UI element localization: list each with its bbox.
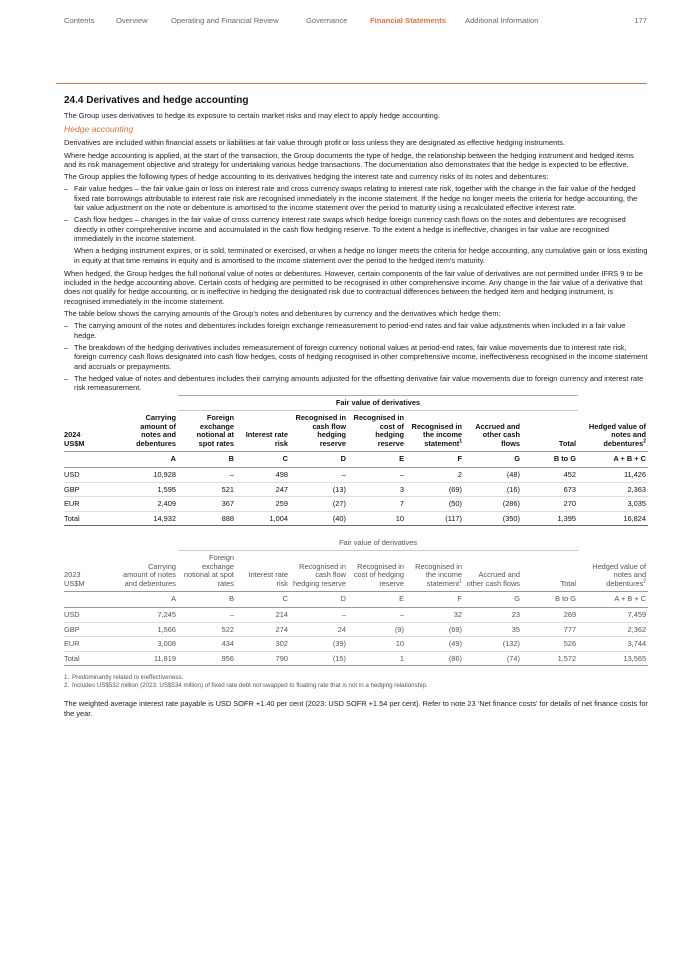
paragraph: When hedged, the Group hedges the full notional value of notes or debentures. However, certain components of the fair value of derivatives are not permitted under IFRS 9 to be included in the hedge accounting above. Certain costs of hedging are permitted to be recognised in other comprehensive income. Any change in the fair value of a derivative that does not qualify for hedge accounting, or is ineffective in hedging the designated risk due to contractual differences between the hedged item and hedging instrument, is recognised immediately in the income statement. [64,268,643,306]
column-letter: B [178,592,236,608]
fair-value-group-header: Fair value of derivatives [178,396,578,411]
column-header: Carrying amount of notes and debentures [136,413,176,448]
paragraph: The table below shows the carrying amounts of the Group’s notes and debentures by currency and the derivatives which hedge them: [64,309,501,319]
derivatives-table-2024 [64,395,648,526]
table-row: USD 10,928 – 498 – – 2 (48) 452 11,426 [64,467,648,482]
section-title: 24.4 Derivatives and hedge accounting [64,95,249,106]
page-number: 177 [634,16,647,25]
column-header: Recognised in cash flow hedging reserve [295,413,346,448]
column-letter: B to G [522,452,578,468]
column-letter: A [120,452,178,468]
column-header: Interest rate risk [248,570,288,588]
nav-operating-financial-review[interactable]: Operating and Financial Review [171,16,279,25]
column-header: Total [558,438,576,448]
table-row: USD 7,245 – 214 – – 32 23 269 7,459 [64,607,648,622]
paragraph: Where hedge accounting is applied, at the start of the transaction, the Group documents the type of hedge, the relationship between the hedging instrument and hedged items and its risk management objective and strategy for undertaking various hedge transactions. The documentation also demonstrates that the hedge is expected to be effective. [64,150,634,169]
fair-value-group-header: Fair value of derivatives [178,536,578,550]
top-navigation [64,16,647,30]
table-notes-list [64,321,648,392]
year-unit-header: 2024 US$M [64,430,85,448]
footnotes [64,674,648,690]
column-letter: C [236,592,290,608]
column-header: Accrued and other cash flows [466,570,520,588]
list-item: – The breakdown of the hedging derivatives includes remeasurement of foreign currency notional values at period-end rates, fair value movements due to interest rate risk, foreign currency cash flows designated into cash flow hedges, costs of hedging recognised in other comprehensive income, ineffectiveness recognised in the income statement and accruals or prepayments. [64,343,648,371]
footnote: 1. Predominantly related to ineffectiveness. [64,674,184,682]
column-header: Total [560,578,577,588]
nav-financial-statements[interactable]: Financial Statements [370,16,446,25]
column-header: Recognised in the income statement$^1$ [411,421,462,448]
list-item: – Fair value hedges – the fair value gain or loss on interest rate and cross currency swaps relating to interest rate risk, together with the change in the fair value of the hedged fixed rate borrowings attributable to interest rate risk are recognised immediately in the income statement. If the hedge no longer meets the criteria for hedge accounting, the fair value adjustment on the note or debenture is amortised to the income statement over the period to maturity using a recalculated effective interest rate. [64,184,648,212]
table-row: GBP 1,595 521 247 (13) 3 (69) (16) 673 2,363 [64,482,648,497]
column-letter: D [290,592,348,608]
list-item: – The hedged value of notes and debentures includes their carrying amounts adjusted for the offsetting derivative fair value movements due to foreign currency and interest rate risk remeasurement. [64,374,648,393]
column-header: Foreign exchange notional at spot rates [183,552,234,588]
hedge-accounting-heading: Hedge accounting [64,124,134,135]
table-total-row: Total 14,932 888 1,004 (40) 10 (117) (350) 1,395 16,824 [64,511,648,526]
list-item: – The carrying amount of the notes and debentures includes foreign exchange remeasurement to period-end rates and fair value adjustments when included in a fair value hedge. [64,321,648,340]
column-header: Interest rate risk [245,430,288,448]
table-row: EUR 3,008 434 302 (39) 10 (49) (132) 526 3,744 [64,637,648,652]
column-letters-row [64,592,648,608]
column-header: Recognised in the income statement$^1$ [415,561,462,588]
nav-governance[interactable]: Governance [306,16,348,25]
column-letter: B [178,452,236,468]
column-header: Recognised in cost of hedging reserve [353,561,404,588]
nav-overview[interactable]: Overview [116,16,148,25]
column-letter: A [120,592,178,608]
column-letter: F [406,452,464,468]
hedge-types-list [64,184,648,243]
column-header: Foreign exchange notional at spot rates [196,413,234,448]
nav-additional-information[interactable]: Additional Information [465,16,539,25]
intro-paragraph: The Group uses derivatives to hedge its exposure to certain market risks and may elect to apply hedge accounting. [64,111,440,120]
derivatives-table-2023 [64,536,648,666]
paragraph: When a hedging instrument expires, or is sold, terminated or exercised, or when a hedge no longer meets the criteria for hedge accounting, any cumulative gain or loss existing in equity at that time remains in equity and is amortised to the income statement over the period to the hedged item’s maturity. [74,246,648,265]
header-divider [56,83,647,84]
table-row: GBP 1,566 522 274 24 (9) (69) 35 777 2,362 [64,622,648,637]
column-header: Hedged value of notes and debentures$^2$ [588,421,646,448]
column-letter: G [464,452,522,468]
column-letters-row [64,452,648,468]
column-letter: A + B + C [578,592,648,608]
column-letter: F [406,592,464,608]
column-header: Hedged value of notes and debentures$^2$ [592,561,647,588]
column-letter: A + B + C [578,452,648,468]
table-total-row: Total 11,819 956 790 (15) 1 (86) (74) 1,572 13,565 [64,651,648,666]
column-letter: B to G [522,592,578,608]
paragraph: The Group applies the following types of hedge accounting to its derivatives hedging the interest rate and currency risks of its notes and debentures: [64,172,549,182]
year-unit-header: 2023 US$M [64,570,85,588]
table-row: EUR 2,409 367 259 (27) 7 (50) (286) 270 3,035 [64,497,648,512]
nav-contents[interactable]: Contents [64,16,95,25]
column-header: Accrued and other cash flows [475,421,520,448]
column-letter: E [348,592,406,608]
column-header: Recognised in cash flow hedging reserve [292,561,346,588]
column-letter: E [348,452,406,468]
paragraph: Derivatives are included within financial assets or liabilities at fair value through profit or loss unless they are designated as effective hedging instruments. [64,138,566,148]
footnote: 2. Includes US$532 million (2023: US$534 million) of fixed rate debt not swapped to floating rate that is not in a hedging relationship. [64,682,428,690]
column-header: Carrying amount of notes and debentures [122,561,176,588]
column-letter: G [464,592,522,608]
main-content [64,95,648,721]
column-letter: C [236,452,290,468]
list-item: – Cash flow hedges – changes in the fair value of cross currency interest rate swaps which hedge foreign currency cash flows on the notes and debentures are recognised directly in other comprehensive income and accumulated in the cash flow hedging reserve. To the extent a hedge is ineffective, changes in fair value are recognised immediately in the income statement. [64,215,648,243]
column-header: Recognised in cost of hedging reserve [353,413,404,448]
closing-paragraph: The weighted average interest rate payable is USD SOFR +1.40 per cent (2023: USD SOFR +1.54 per cent). Refer to note 23 ‘Net finance costs’ for details of net finance costs for the year. [64,699,648,718]
column-letter: D [290,452,348,468]
